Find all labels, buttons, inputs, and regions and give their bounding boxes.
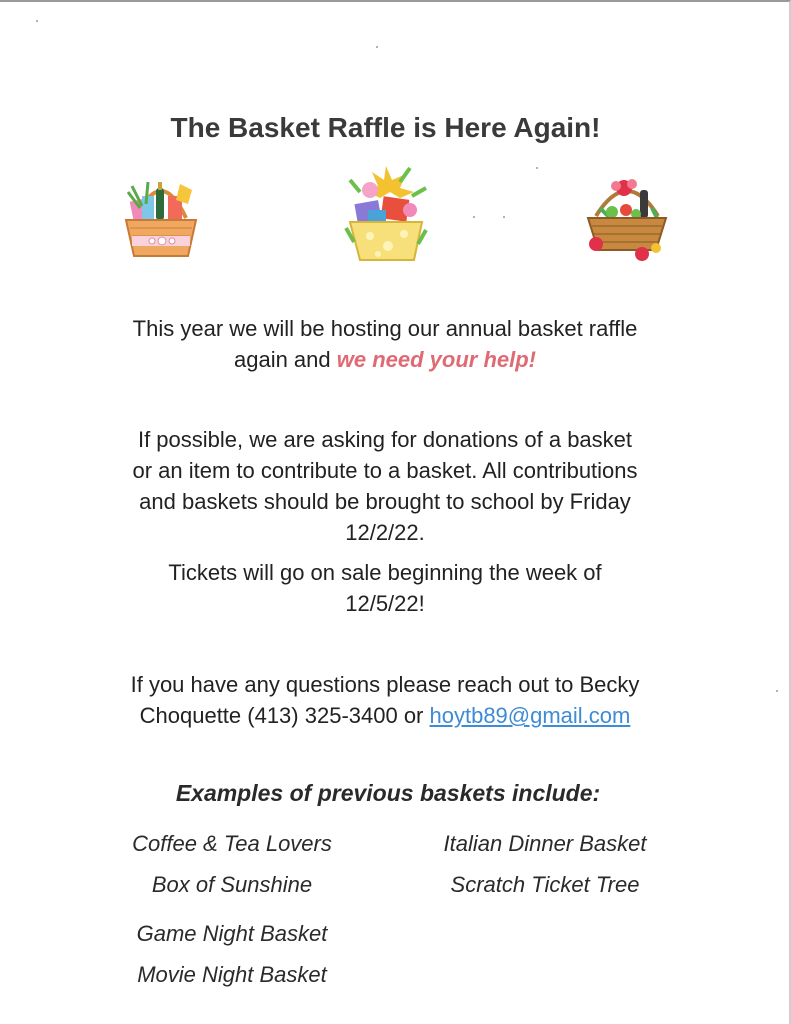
contact-text: Choquette (413) 325-3400 or xyxy=(139,703,430,728)
tickets-line: 12/5/22! xyxy=(345,591,425,616)
scan-speck xyxy=(376,46,378,48)
help-highlight: we need your help! xyxy=(336,347,537,372)
contact-paragraph xyxy=(60,669,710,731)
donations-line: 12/2/22. xyxy=(345,520,425,545)
scan-speck xyxy=(536,167,538,169)
example-item: Game Night Basket xyxy=(136,921,328,946)
tickets-paragraph xyxy=(60,557,710,619)
example-item: Italian Dinner Basket xyxy=(443,831,647,856)
scan-speck xyxy=(776,690,778,692)
intro-paragraph xyxy=(60,313,710,375)
example-item: Scratch Ticket Tree xyxy=(450,872,640,897)
page-title: The Basket Raffle is Here Again! xyxy=(170,112,601,143)
email-link[interactable]: hoytb89@gmail.com xyxy=(429,703,631,728)
contact-line xyxy=(60,700,710,731)
example-item: Box of Sunshine xyxy=(151,872,313,897)
intro-line: This year we will be hosting our annual basket raffle xyxy=(132,316,638,341)
scan-speck xyxy=(503,216,505,218)
example-item: Coffee & Tea Lovers xyxy=(132,831,332,856)
donations-line: and baskets should be brought to school by Friday xyxy=(139,489,631,514)
donations-paragraph xyxy=(60,424,710,548)
donations-line: If possible, we are asking for donations of a basket xyxy=(137,427,633,452)
contact-line: If you have any questions please reach out to Becky xyxy=(130,672,640,697)
tickets-line: Tickets will go on sale beginning the week of xyxy=(168,560,602,585)
flower-gift-basket-icon xyxy=(340,162,432,266)
examples-heading: Examples of previous baskets include: xyxy=(175,780,601,806)
intro-text: again and xyxy=(233,347,337,372)
fruit-basket-icon xyxy=(582,172,672,262)
scan-speck xyxy=(36,20,38,22)
scan-speck xyxy=(473,216,475,218)
gift-basket-icon xyxy=(118,170,204,262)
example-item: Movie Night Basket xyxy=(137,962,327,987)
intro-line xyxy=(60,344,710,375)
donations-line: or an item to contribute to a basket. All contributions xyxy=(132,458,638,483)
